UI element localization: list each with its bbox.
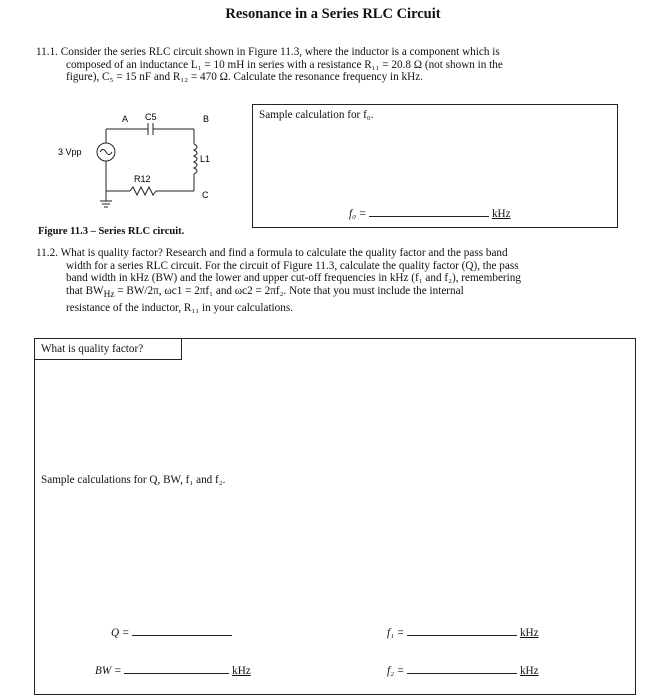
page-title: Resonance in a Series RLC Circuit xyxy=(225,6,441,22)
question-text-line1: Consider the series RLC circuit shown in Figure 11.3, where the inductor is a component which is xyxy=(60,46,500,58)
bw-unit: kHz xyxy=(232,665,251,677)
bw-formula-rest: = BW/2π, ωc1 = 2πf₁ and ωc2 = 2πf₂. Note that you must include the internal xyxy=(114,284,464,297)
q-answer-row xyxy=(111,627,232,640)
sample-calcs-heading: Sample calculations for Q, BW, f₁ and f₂. xyxy=(41,474,226,486)
question-number: 11.1. xyxy=(36,46,58,58)
f0-answer-blank[interactable] xyxy=(369,216,489,217)
bw-answer-row xyxy=(95,665,251,678)
node-c-label: C xyxy=(202,190,209,200)
inductor-label: L1 xyxy=(200,154,211,164)
fc1-unit: kHz xyxy=(519,627,539,639)
bw-answer-blank[interactable] xyxy=(124,673,229,674)
bw-label: BW = xyxy=(95,665,122,677)
question-text-line5: resistance of the inductor, R₁₁ in your calculations. xyxy=(66,301,293,314)
question-text-line4 xyxy=(36,285,636,302)
resistor-zigzag xyxy=(130,187,156,195)
source-label: 3 Vpp xyxy=(58,147,82,157)
question-text-line2: composed of an inductance L₁ = 10 mH in series with a resistance R₁₁ = 20.8 Ω (not shown in the xyxy=(66,58,503,71)
bw-formula-prefix: that BW xyxy=(66,284,104,297)
f0-label: f₀ = xyxy=(349,208,367,220)
f0-answer-row xyxy=(349,208,511,221)
question-text-line1: What is quality factor? Research and find a formula to calculate the quality factor and the pass band xyxy=(60,247,508,259)
fc2-answer-blank[interactable] xyxy=(407,673,517,674)
rlc-circuit-diagram xyxy=(50,108,230,218)
question-11-2 xyxy=(36,247,636,314)
question-text-line3: figure), C₅ = 15 nF and R₁₂ = 470 Ω. Calculate the resonance frequency in kHz. xyxy=(66,71,423,84)
sample-calc-heading: Sample calculation for f₀. xyxy=(259,109,374,121)
fc1-label: f₁ = xyxy=(387,627,405,639)
question-text-line2: width for a series RLC circuit. For the circuit of Figure 11.3, calculate the quality factor (Q), the pass xyxy=(66,259,519,272)
sample-calc-box-f0[interactable] xyxy=(252,104,618,228)
figure-caption: Figure 11.3 – Series RLC circuit. xyxy=(38,226,185,237)
q-label: Q = xyxy=(111,627,130,639)
fc1-answer-blank[interactable] xyxy=(407,635,517,636)
question-text-line3: band width in kHz (BW) and the lower and upper cut-off frequencies in kHz (f₁ and f₂), remembering xyxy=(66,272,521,285)
question-11-1 xyxy=(36,46,636,84)
question-number: 11.2. xyxy=(36,247,58,259)
answer-box-quality-factor[interactable] xyxy=(34,338,636,695)
fc2-label: f₂ = xyxy=(387,665,405,677)
bw-formula-subscript: Hz xyxy=(103,290,115,301)
resistor-label: R12 xyxy=(134,174,151,184)
inductor-coil xyxy=(194,144,197,174)
fc2-answer-row xyxy=(387,665,539,678)
node-a-label: A xyxy=(122,114,129,124)
capacitor-label: C5 xyxy=(145,112,157,122)
node-b-label: B xyxy=(203,114,210,124)
fc1-answer-row xyxy=(387,627,539,640)
quality-factor-heading: What is quality factor? xyxy=(35,339,182,360)
f0-unit: kHz xyxy=(491,208,511,220)
ac-wave-icon xyxy=(100,150,112,155)
fc2-unit: kHz xyxy=(519,665,539,677)
q-answer-blank[interactable] xyxy=(132,635,232,636)
